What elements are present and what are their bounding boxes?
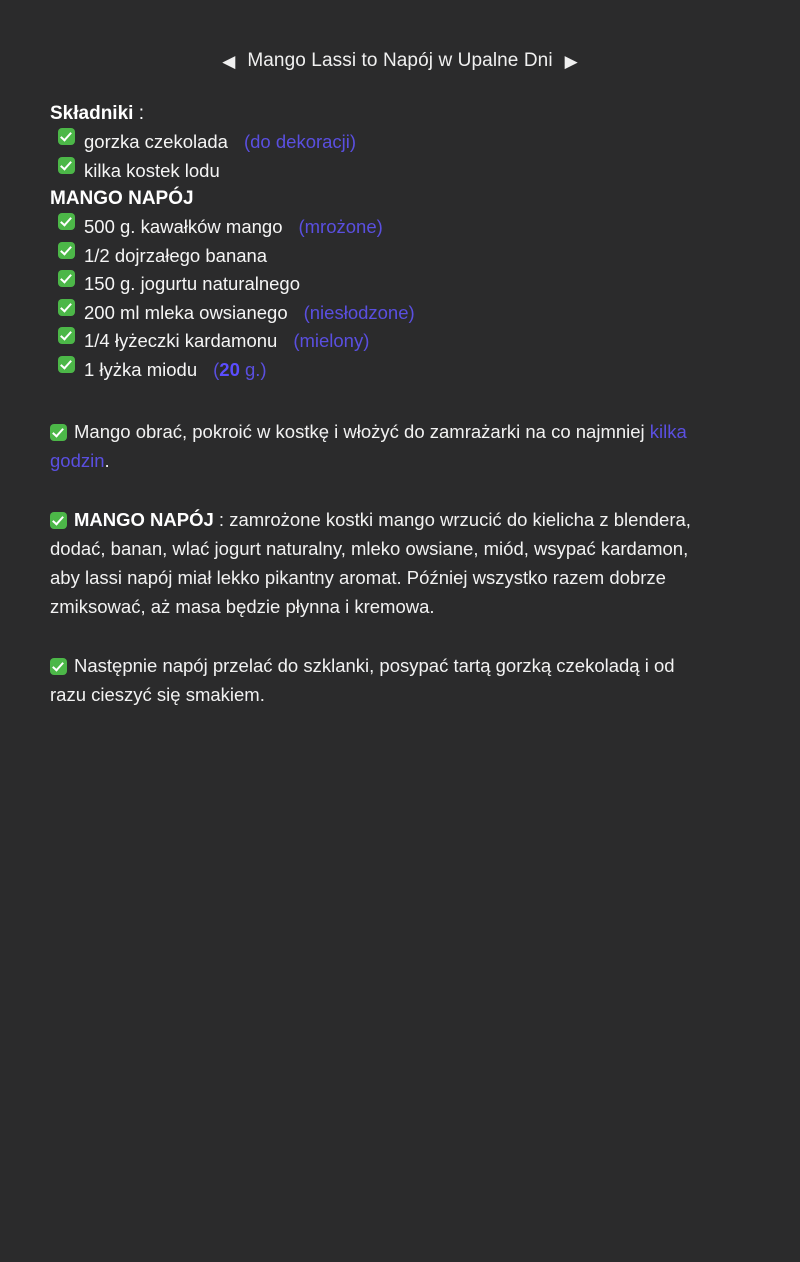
list-item[interactable] bbox=[58, 157, 715, 186]
list-item[interactable] bbox=[58, 128, 715, 157]
spacer bbox=[50, 621, 715, 651]
step-freeze-mango bbox=[50, 417, 715, 475]
note-amount: 20 bbox=[219, 358, 240, 380]
list-item[interactable] bbox=[58, 242, 715, 271]
step-serve bbox=[50, 651, 715, 709]
list-item[interactable] bbox=[58, 327, 715, 356]
step-blend-drink bbox=[50, 505, 715, 621]
previous-recipe-icon[interactable]: ◀ bbox=[222, 51, 236, 71]
note-prefix: ( bbox=[213, 358, 220, 380]
check-icon bbox=[50, 512, 67, 529]
ingredient-label: 1 łyżka miodu bbox=[84, 358, 198, 380]
step-text: Mango obrać, pokroić w kostkę i włożyć do zamrażarki na co najmniej bbox=[74, 421, 650, 442]
spacer bbox=[50, 384, 715, 417]
recipe-content bbox=[0, 82, 760, 709]
recipe-navigation-bar bbox=[0, 0, 800, 82]
check-icon bbox=[58, 157, 75, 174]
ingredient-note: (mrożone) bbox=[298, 216, 383, 237]
step-text: Następnie napój przelać do szklanki, posypać tartą gorzką czekoladą i od razu cieszyć się smakiem. bbox=[50, 655, 675, 705]
check-icon bbox=[50, 658, 67, 675]
step-separator: : bbox=[213, 509, 230, 530]
spacer bbox=[50, 475, 715, 505]
ingredients-heading-colon: : bbox=[138, 103, 144, 124]
ingredient-label: 1/2 dojrzałego banana bbox=[84, 244, 268, 266]
drink-section-heading: MANGO NAPÓJ bbox=[50, 188, 194, 209]
ingredient-list-top bbox=[50, 128, 715, 185]
list-item[interactable] bbox=[58, 356, 715, 385]
ingredient-label: 200 ml mleka owsianego bbox=[84, 301, 288, 323]
ingredient-note bbox=[213, 356, 266, 385]
note-suffix: g.) bbox=[239, 358, 267, 380]
check-icon bbox=[58, 356, 75, 373]
check-icon bbox=[58, 128, 75, 145]
check-icon bbox=[58, 242, 75, 259]
ingredient-note: (mielony) bbox=[293, 330, 370, 351]
check-icon bbox=[50, 424, 67, 441]
ingredient-note: (niesłodzone) bbox=[303, 301, 415, 323]
ingredient-label: 500 g. kawałków mango bbox=[84, 216, 283, 237]
ingredients-heading-label: Składniki bbox=[50, 103, 134, 124]
page-title: Mango Lassi to Napój w Upalne Dni bbox=[247, 50, 553, 71]
step-highlight: kilka godzin bbox=[50, 421, 687, 471]
step-text: zamrożone kostki mango wrzucić do kielicha z blendera, dodać, banan, wlać jogurt naturalny, mleko owsiane, miód, wsypać kardamon, aby lassi napój miał lekko pikantny aromat. Później wszystko razem dobrze zmiksować, aż masa będzie płynna i kremowa. bbox=[50, 509, 691, 617]
check-icon bbox=[58, 327, 75, 344]
step-text-after: . bbox=[104, 450, 110, 471]
check-icon bbox=[58, 270, 75, 287]
ingredient-label: gorzka czekolada bbox=[84, 131, 228, 152]
step-lead-label: MANGO NAPÓJ bbox=[74, 509, 214, 530]
ingredient-note: (do dekoracji) bbox=[243, 131, 357, 152]
list-item[interactable] bbox=[58, 299, 715, 328]
next-recipe-icon[interactable]: ▶ bbox=[564, 51, 578, 71]
ingredient-label: kilka kostek lodu bbox=[84, 159, 220, 181]
list-item[interactable] bbox=[58, 270, 715, 299]
check-icon bbox=[58, 299, 75, 316]
ingredient-label: 1/4 łyżeczki kardamonu bbox=[84, 330, 278, 351]
ingredients-heading bbox=[50, 100, 715, 128]
ingredient-list-drink bbox=[50, 213, 715, 384]
list-item[interactable] bbox=[58, 213, 715, 242]
ingredient-label: 150 g. jogurtu naturalnego bbox=[84, 273, 301, 294]
check-icon bbox=[58, 213, 75, 230]
